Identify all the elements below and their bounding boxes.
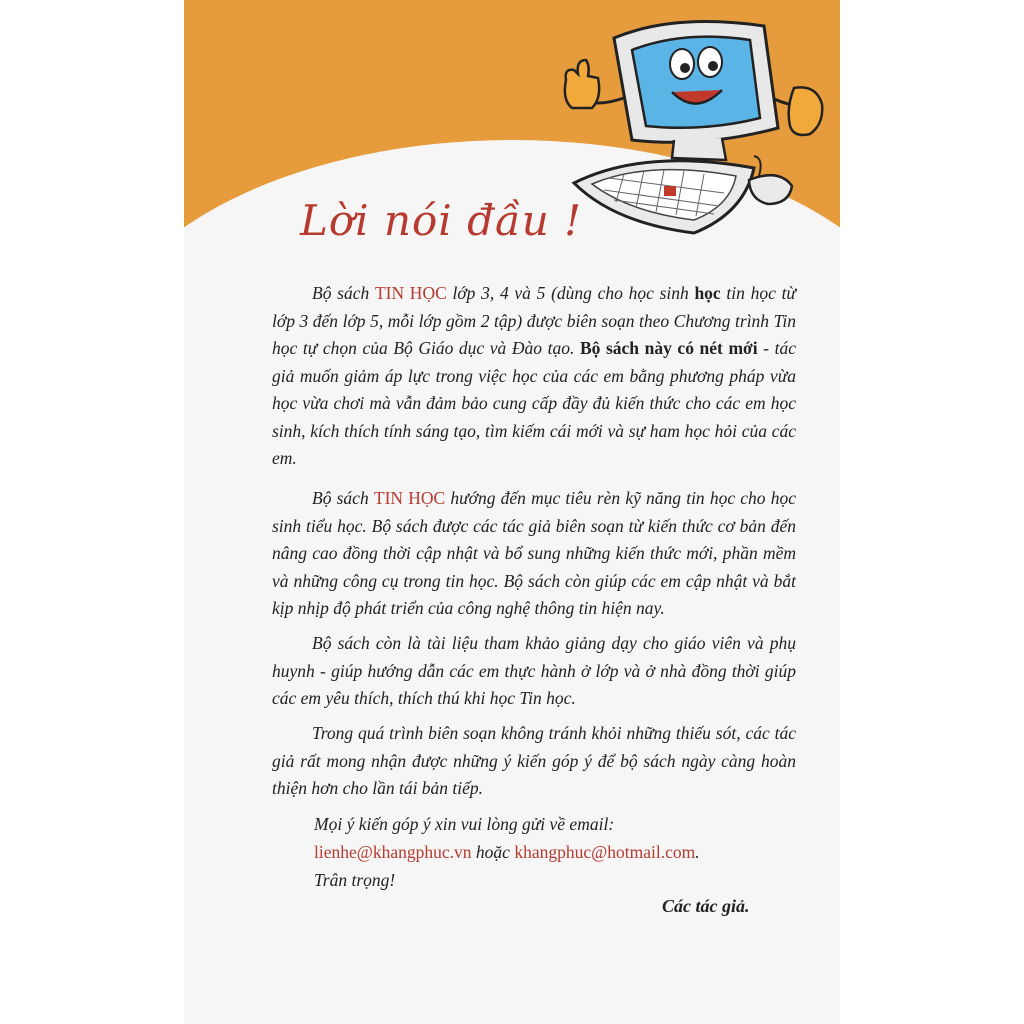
text-run: Bộ sách còn là tài liệu tham khảo giảng dạy cho giáo viên và phụ huynh - giúp hướng dẫn các em thực hành ở lớp và ở nhà đồng thời giúp các em yêu thích, thích thú khi học Tin học. [272,633,796,708]
text-run: - tác giả muốn giảm áp lực trong việc học của các em bằng phương pháp vừa học vừa chơi mà vẫn đảm bảo cung cấp đầy đủ kiến thức cho các em học sinh, kích thích tính sáng tạo, tìm kiếm cái mới và sự ham học hỏi của các em. [272,338,796,468]
book-page [184,0,840,1024]
page-title: Lời nói đầu ! [300,196,582,245]
text-run: Trong quá trình biên soạn không tránh khỏi những thiếu sót, các tác giả rất mong nhận được những ý kiến góp ý để bộ sách ngày càng hoàn thiện hơn cho lần tái bản tiếp. [272,723,796,798]
text-run: Bộ sách [312,283,375,303]
text-run: Bộ sách [312,488,374,508]
brand-name: TIN HỌC [374,283,447,303]
bold-text: Bộ sách này có nét mới [579,338,758,358]
email-link-1[interactable]: lienhe@khangphuc.vn [314,842,472,862]
brand-name: TIN HỌC [373,488,446,508]
paragraph-1 [272,280,796,473]
contact-intro: Mọi ý kiến góp ý xin vui lòng gửi về email: [314,814,615,834]
authors-signature: Các tác giả. [662,896,750,916]
paragraph-4 [272,720,796,803]
text-run: hoặc [471,842,515,862]
text-run: hướng đến mục tiêu rèn kỹ năng tin học cho học sinh tiểu học. Bộ sách được các tác giả biên soạn từ kiến thức cơ bản đến nâng cao đồng thời cập nhật và bổ sung những kiến thức mới, phần mềm và những công cụ trong tin học. Bộ sách còn giúp các em cập nhật và bắt kịp nhịp độ phát triển của công nghệ thông tin hiện nay. [272,488,796,618]
bold-text: học [694,283,721,303]
text-run: . [695,842,700,862]
text-run: tin học từ lớp 3 đến lớp 5, mỗi lớp gồm 2 tập) được biên soạn theo Chương trình Tin học tự chọn của Bộ Giáo dục và Đào tạo. [272,283,796,358]
signoff: Trân trọng! [314,870,396,890]
paragraph-2 [272,485,796,623]
contact-emails [314,838,814,866]
contact-block [314,810,814,866]
paragraph-3 [272,630,796,713]
email-link-2[interactable]: khangphuc@hotmail.com [514,842,696,862]
text-run: lớp 3, 4 và 5 (dùng cho học sinh [446,283,695,303]
computer-mascot-icon [554,8,834,243]
